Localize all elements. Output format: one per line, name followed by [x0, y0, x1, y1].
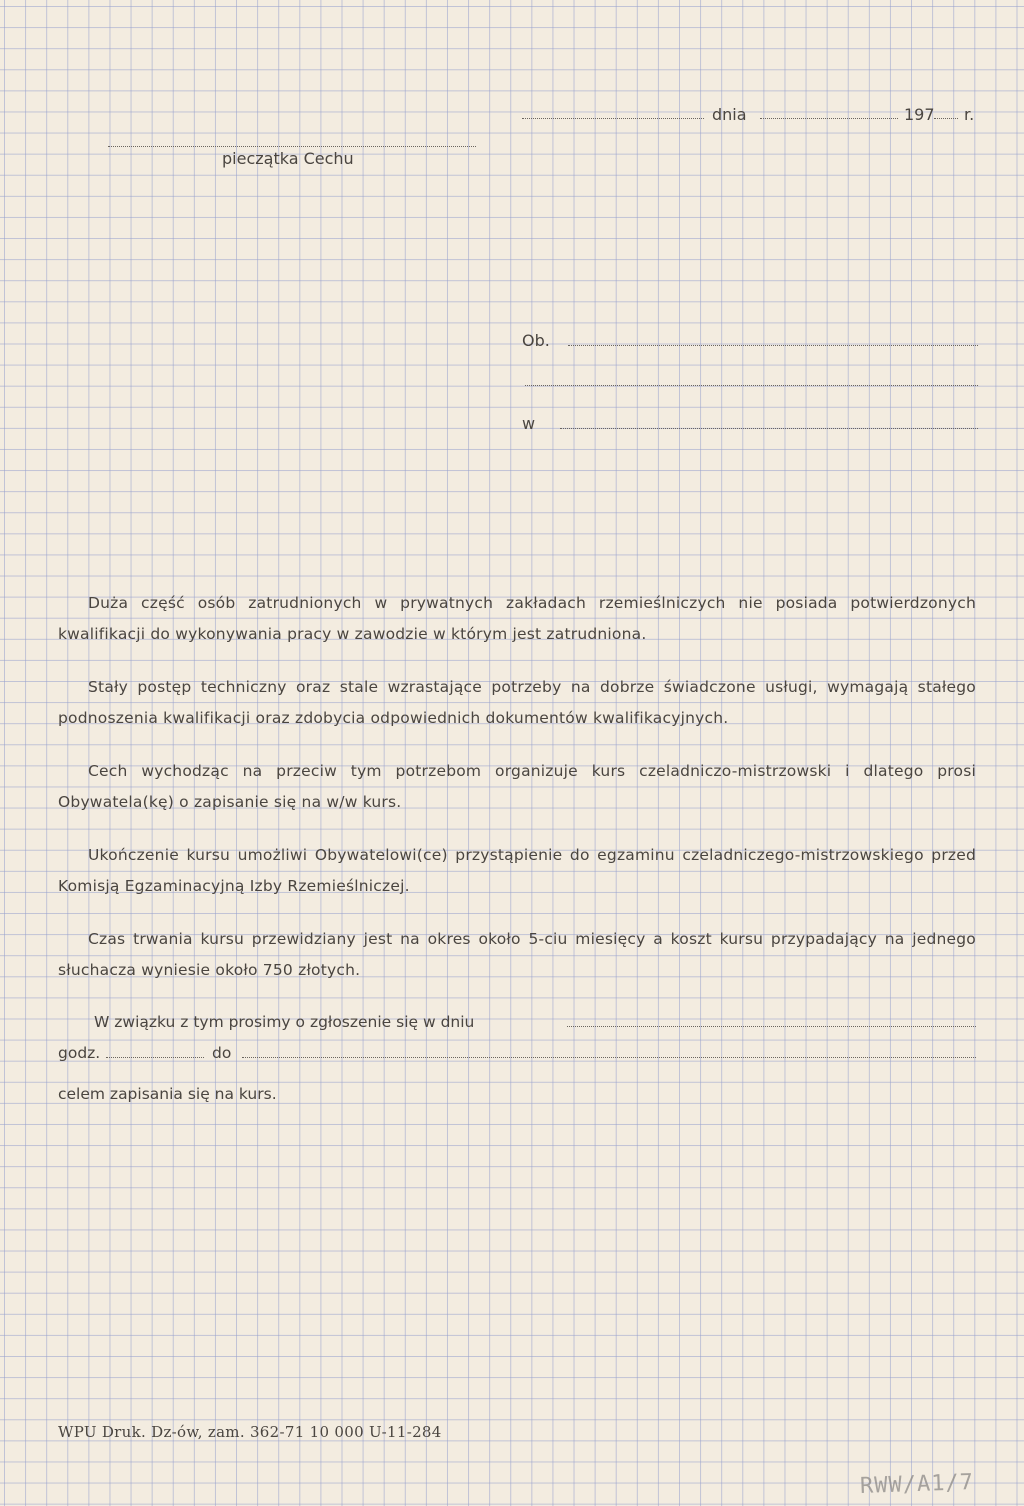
paragraph-1: Duża część osób zatrudnionych w prywatnych zakładach rzemieślniczych nie posiada potwierdzonych kwalifikacji do wykonywania pracy w zawodzie w którym jest zatrudniona. [58, 594, 976, 643]
address-field-line [525, 385, 978, 386]
paragraph-2: Stały postęp techniczny oraz stale wzrastające potrzeby na dobrze świadczone usługi, wymagają stałego podnoszenia kwalifikacji oraz zdobycia odpowiednich dokumentów kwalifikacyjnych. [58, 678, 976, 727]
w-label: w [522, 414, 536, 433]
stamp-line [108, 146, 476, 147]
print-info: WPU Druk. Dz-ów, zam. 362-71 10 000 U-11-284 [58, 1423, 442, 1441]
year-prefix: 197 [904, 105, 935, 124]
archive-mark: RWW/A1/7 [859, 1470, 975, 1499]
closing-text: celem zapisania się na kurs. [58, 1085, 277, 1103]
year-field-line [934, 118, 958, 119]
date-field-line [760, 118, 898, 119]
appointment-date-line [567, 1026, 976, 1027]
until-label: do [212, 1044, 232, 1062]
time-from-line [106, 1057, 204, 1058]
place-field-line [522, 118, 704, 119]
paragraph-5: Czas trwania kursu przewidziany jest na okres około 5-ciu miesięcy a koszt kursu przypadający na jednego słuchacza wyniesie około 750 złotych. [58, 930, 976, 979]
time-label: godz. [58, 1044, 101, 1062]
paragraph-4: Ukończenie kursu umożliwi Obywatelowi(ce) przystąpienie do egzaminu czeladniczego-mistrzowskiego przed Komisją Egzaminacyjną Izby Rzemieślniczej. [58, 846, 976, 895]
ob-label: Ob. [522, 331, 550, 350]
paragraph-3: Cech wychodząc na przeciw tym potrzebom organizuje kurs czeladniczo-mistrzowski i dlatego prosi Obywatela(kę) o zapisanie się na w/w kurs. [58, 762, 976, 811]
name-field-line [568, 345, 978, 346]
stamp-caption: pieczątka Cechu [222, 149, 354, 168]
time-to-line [242, 1057, 976, 1058]
year-suffix: r. [964, 105, 975, 124]
date-label: dnia [712, 105, 747, 124]
location-field-line [560, 428, 978, 429]
appointment-text: W związku z tym prosimy o zgłoszenie się w dniu [94, 1013, 475, 1031]
